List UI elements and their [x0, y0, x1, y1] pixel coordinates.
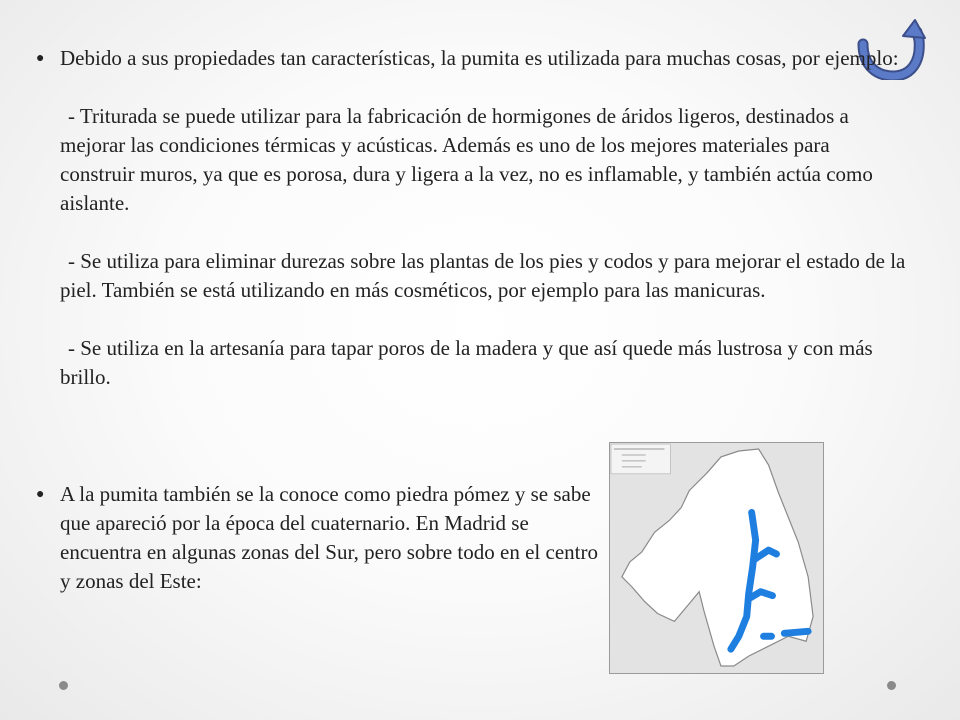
bullet-dot: ●	[36, 51, 45, 66]
bullet-item-uses	[36, 44, 906, 73]
slide-body	[36, 44, 906, 392]
map-graphic	[610, 443, 823, 673]
bullet-dot: ●	[36, 487, 45, 502]
bullet-text: A la pumita también se la conoce como piedra pómez y se sabe que apareció por la época del cuaternario. En Madrid se encuentra en algunas zonas del Sur, pero sobre todo en el centro y zonas del Este:	[60, 482, 598, 593]
use-item-craft: - Se utiliza en la artesanía para tapar poros de la madera y que así quede más lustrosa y con más brillo.	[60, 336, 873, 389]
madrid-map	[609, 442, 824, 674]
bullet-text: Debido a sus propiedades tan características, la pumita es utilizada para muchas cosas, por ejemplo:	[60, 46, 899, 70]
map-legend-box	[611, 444, 670, 474]
bullet-item-location	[36, 480, 600, 596]
decor-dot-right	[887, 681, 896, 690]
use-item-construction: - Triturada se puede utilizar para la fabricación de hormigones de áridos ligeros, destinados a mejorar las condiciones térmicas y acústicas. Además es uno de los mejores materiales para construir muros, ya que es porosa, dura y ligera a la vez, no es inflamable, y también actúa como aislante.	[60, 104, 873, 215]
use-item-skin: - Se utiliza para eliminar durezas sobre las plantas de los pies y codos y para mejorar el estado de la piel. También se está utilizando en más cosméticos, por ejemplo para las manicuras.	[60, 249, 906, 302]
decor-dot-left	[59, 681, 68, 690]
